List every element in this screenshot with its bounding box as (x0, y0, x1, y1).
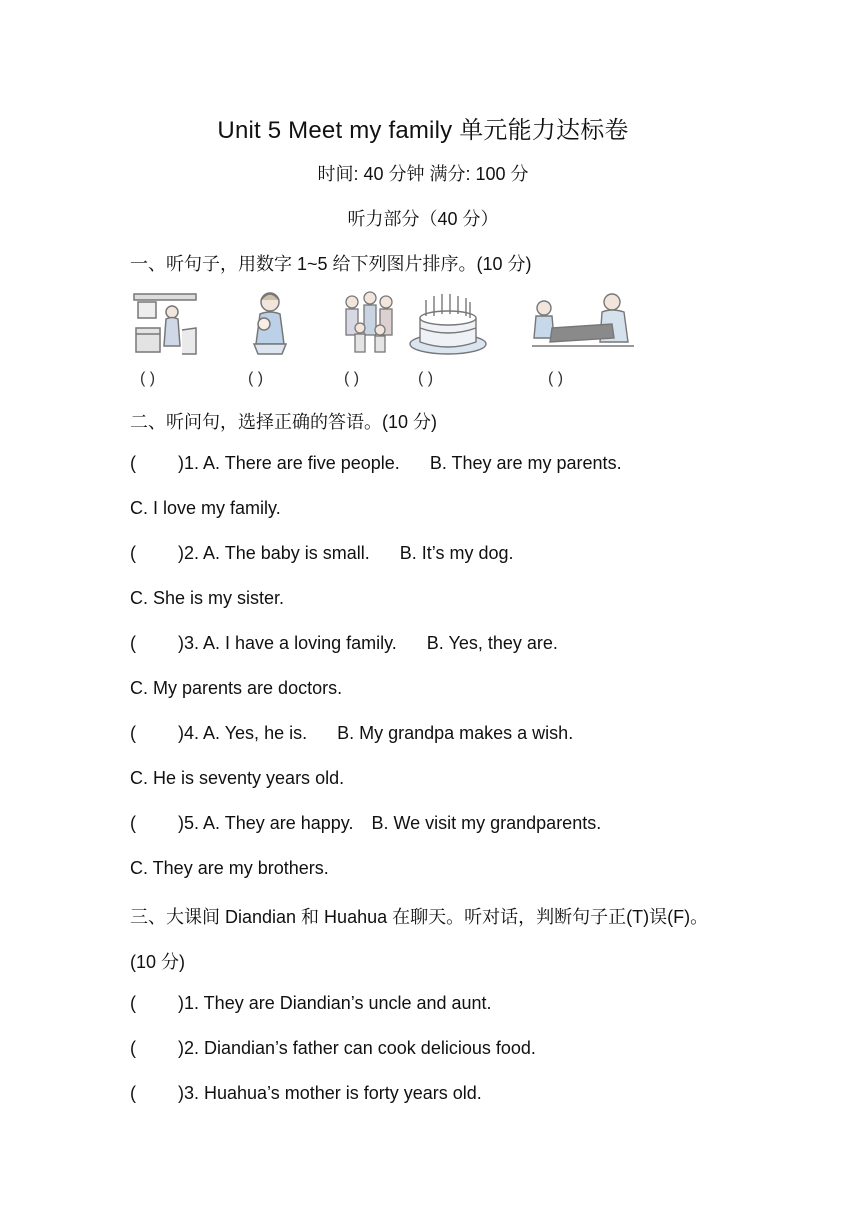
picture2-blank: ( ) (248, 370, 264, 387)
q2-1-option-c: C. I love my family. (130, 498, 281, 518)
picture4-blank: ( ) (418, 370, 434, 387)
statement: )1. They are Diandian’s uncle and aunt. (178, 993, 492, 1013)
option-b: B. My grandpa makes a wish. (337, 723, 574, 743)
option-b: B. They are my parents. (429, 453, 622, 473)
section3-heading-score: (10 分) (130, 952, 186, 972)
answer-paren: ( (130, 453, 136, 473)
option-a: )3. A. I have a loving family. (178, 633, 397, 653)
answer-paren: ( (130, 993, 136, 1013)
option-a: )2. A. The baby is small. (178, 543, 370, 563)
section1-heading: 一、听句子，用数字 1~5 给下列图片排序。(10 分) (130, 254, 532, 274)
listening-part-label: 听力部分（40 分） (347, 209, 499, 229)
option-b: B. Yes, they are. (426, 633, 558, 653)
grandpa-playing-chess-icon (530, 288, 636, 356)
picture-row (130, 288, 650, 398)
q2-5-line (130, 813, 601, 834)
q3-3-line (130, 1083, 482, 1104)
option-b: B. It’s my dog. (399, 543, 514, 563)
answer-paren: ( (130, 813, 136, 833)
birthday-cake-icon (408, 288, 488, 360)
picture5-blank: ( ) (548, 370, 564, 387)
picture1-blank: ( ) (140, 370, 156, 387)
answer-paren: ( (130, 1083, 136, 1103)
answer-paren: ( (130, 1038, 136, 1058)
q2-3-line (130, 633, 558, 654)
q3-1-line (130, 993, 492, 1014)
statement: )2. Diandian’s father can cook delicious food. (178, 1038, 536, 1058)
girl-with-baby-icon (244, 288, 296, 360)
q3-2-line (130, 1038, 536, 1059)
q2-3-option-c: C. My parents are doctors. (130, 678, 343, 698)
option-a: )1. A. There are five people. (178, 453, 400, 473)
q2-5-option-c: C. They are my brothers. (130, 858, 329, 878)
section3-heading: 三、大课间 Diandian 和 Huahua 在聊天。听对话，判断句子正(T)误(F)。 (130, 907, 709, 927)
q2-4-line (130, 723, 573, 744)
q2-2-option-c: C. She is my sister. (130, 588, 285, 608)
answer-paren: ( (130, 543, 136, 563)
option-b: B. We visit my grandparents. (371, 813, 602, 833)
family-group-icon (340, 288, 398, 360)
answer-paren: ( (130, 723, 136, 743)
answer-paren: ( (130, 633, 136, 653)
statement: )3. Huahua’s mother is forty years old. (178, 1083, 482, 1103)
page-title: Unit 5 Meet my family 单元能力达标卷 (217, 117, 629, 144)
option-a: )4. A. Yes, he is. (178, 723, 308, 743)
q2-2-line (130, 543, 513, 564)
option-a: )5. A. They are happy. (178, 813, 354, 833)
q2-4-option-c: C. He is seventy years old. (130, 768, 345, 788)
woman-cooking-icon (132, 288, 202, 360)
q2-1-line (130, 453, 622, 474)
time-score-line: 时间: 40 分钟 满分: 100 分 (317, 164, 529, 184)
section2-heading: 二、听问句，选择正确的答语。(10 分) (130, 412, 438, 432)
picture3-blank: ( ) (344, 370, 360, 387)
